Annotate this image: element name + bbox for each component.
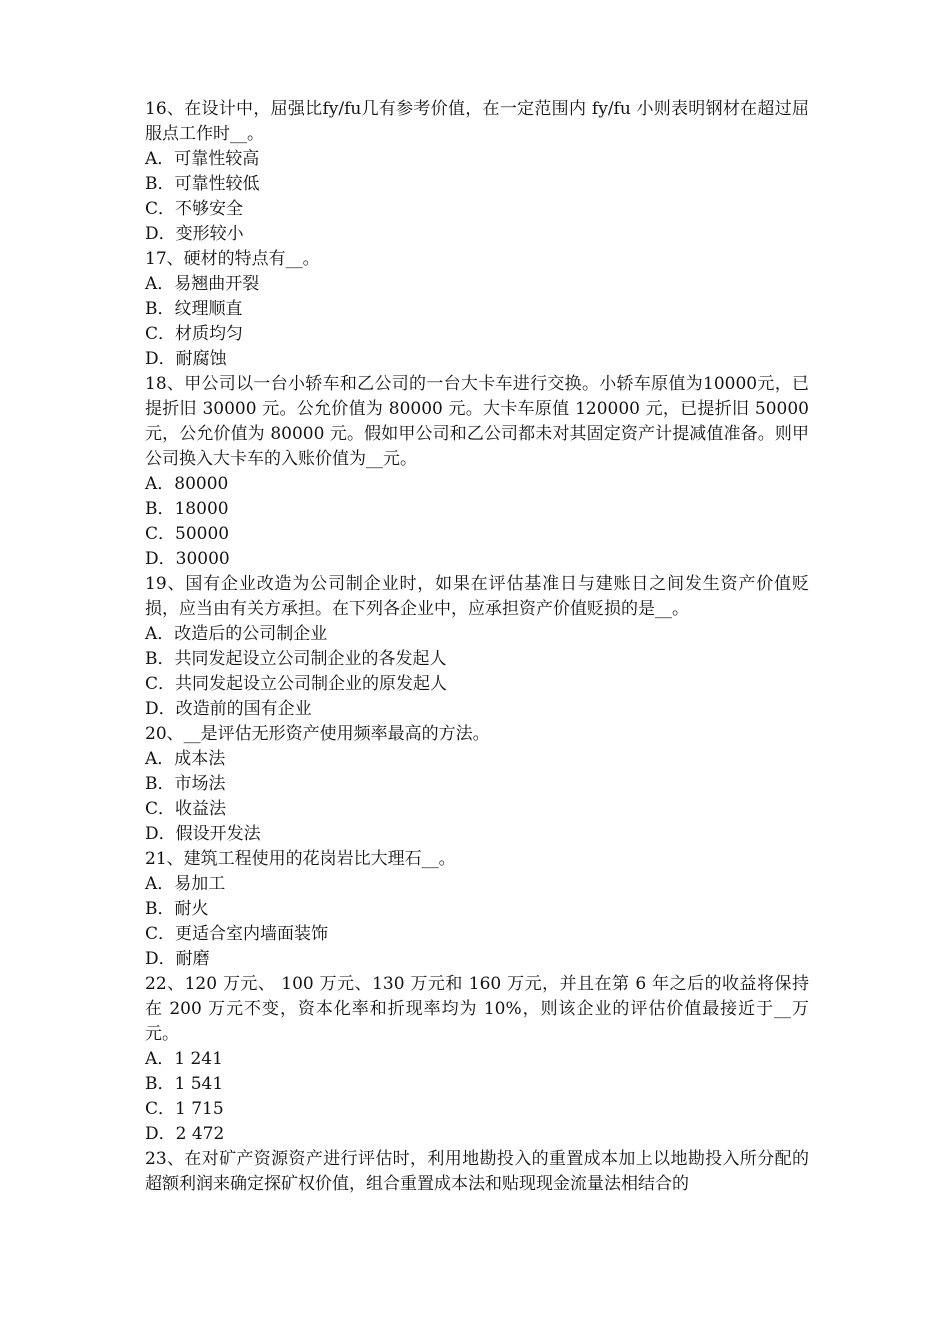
- option-a: A．1 241: [145, 1049, 223, 1069]
- question-18: [145, 372, 809, 572]
- question-stem: 23、在对矿产资源资产进行评估时，利用地勘投入的重置成本加上以地勘投入所分配的超额利润来确定探矿权价值，组合重置成本法和贴现现金流量法相结合的: [145, 1149, 809, 1194]
- option-b: B．耐火: [145, 899, 209, 919]
- option-d: D．2 472: [145, 1124, 225, 1144]
- option-b: B．纹理顺直: [145, 299, 243, 319]
- option-d: D．假设开发法: [145, 824, 261, 844]
- question-stem: 21、建筑工程使用的花岗岩比大理石__。: [145, 849, 456, 869]
- question-22: [145, 972, 809, 1147]
- option-a: A．80000: [145, 474, 229, 494]
- option-b: B．18000: [145, 499, 229, 519]
- option-d: D．变形较小: [145, 224, 244, 244]
- question-19: [145, 572, 809, 722]
- question-stem: 16、在设计中，屈强比fy/fu几有参考价值，在一定范围内 fy/fu 小则表明钢材在超过屈服点工作时__。: [145, 99, 809, 144]
- question-stem: 17、硬材的特点有__。: [145, 249, 320, 269]
- option-d: D．30000: [145, 549, 230, 569]
- option-a: A．易翘曲开裂: [145, 274, 260, 294]
- option-c: C．共同发起设立公司制企业的原发起人: [145, 674, 448, 694]
- option-b: B．共同发起设立公司制企业的各发起人: [145, 649, 447, 669]
- question-21: [145, 847, 809, 972]
- option-b: B．可靠性较低: [145, 174, 260, 194]
- option-b: B．市场法: [145, 774, 226, 794]
- question-stem: 20、__是评估无形资产使用频率最高的方法。: [145, 724, 490, 744]
- option-d: D．耐磨: [145, 949, 210, 969]
- question-stem: 19、国有企业改造为公司制企业时，如果在评估基准日与建账日之间发生资产价值贬损，应当由有关方承担。在下列各企业中，应承担资产价值贬损的是__。: [145, 574, 809, 619]
- option-d: D．耐腐蚀: [145, 349, 227, 369]
- option-a: A．改造后的公司制企业: [145, 624, 328, 644]
- option-c: C．不够安全: [145, 199, 244, 219]
- option-b: B．1 541: [145, 1074, 224, 1094]
- option-c: C．更适合室内墙面装饰: [145, 924, 329, 944]
- question-20: [145, 722, 809, 847]
- option-c: C．材质均匀: [145, 324, 244, 344]
- question-17: [145, 247, 809, 372]
- question-16: [145, 97, 809, 247]
- question-stem: 22、120 万元、 100 万元、130 万元和 160 万元，并且在第 6 年之后的收益将保持在 200 万元不变，资本化率和折现率均为 10%，则该企业的评估价值最接近于__万元。: [145, 974, 809, 1044]
- option-c: C．收益法: [145, 799, 227, 819]
- question-23: [145, 1147, 809, 1197]
- option-c: C．50000: [145, 524, 230, 544]
- document-body: [145, 97, 809, 1197]
- option-a: A．可靠性较高: [145, 149, 260, 169]
- option-a: A．易加工: [145, 874, 226, 894]
- question-stem: 18、甲公司以一台小轿车和乙公司的一台大卡车进行交换。小轿车原值为10000元，已提折旧 30000 元。公允价值为 80000 元。大卡车原值 120000 元，已提折旧 50000 元，公允价值为 80000 元。假如甲公司和乙公司都未对其固定资产计提减值准备。则甲公司换入大卡车的入账价值为__元。: [145, 374, 809, 469]
- option-d: D．改造前的国有企业: [145, 699, 312, 719]
- option-c: C．1 715: [145, 1099, 224, 1119]
- option-a: A．成本法: [145, 749, 226, 769]
